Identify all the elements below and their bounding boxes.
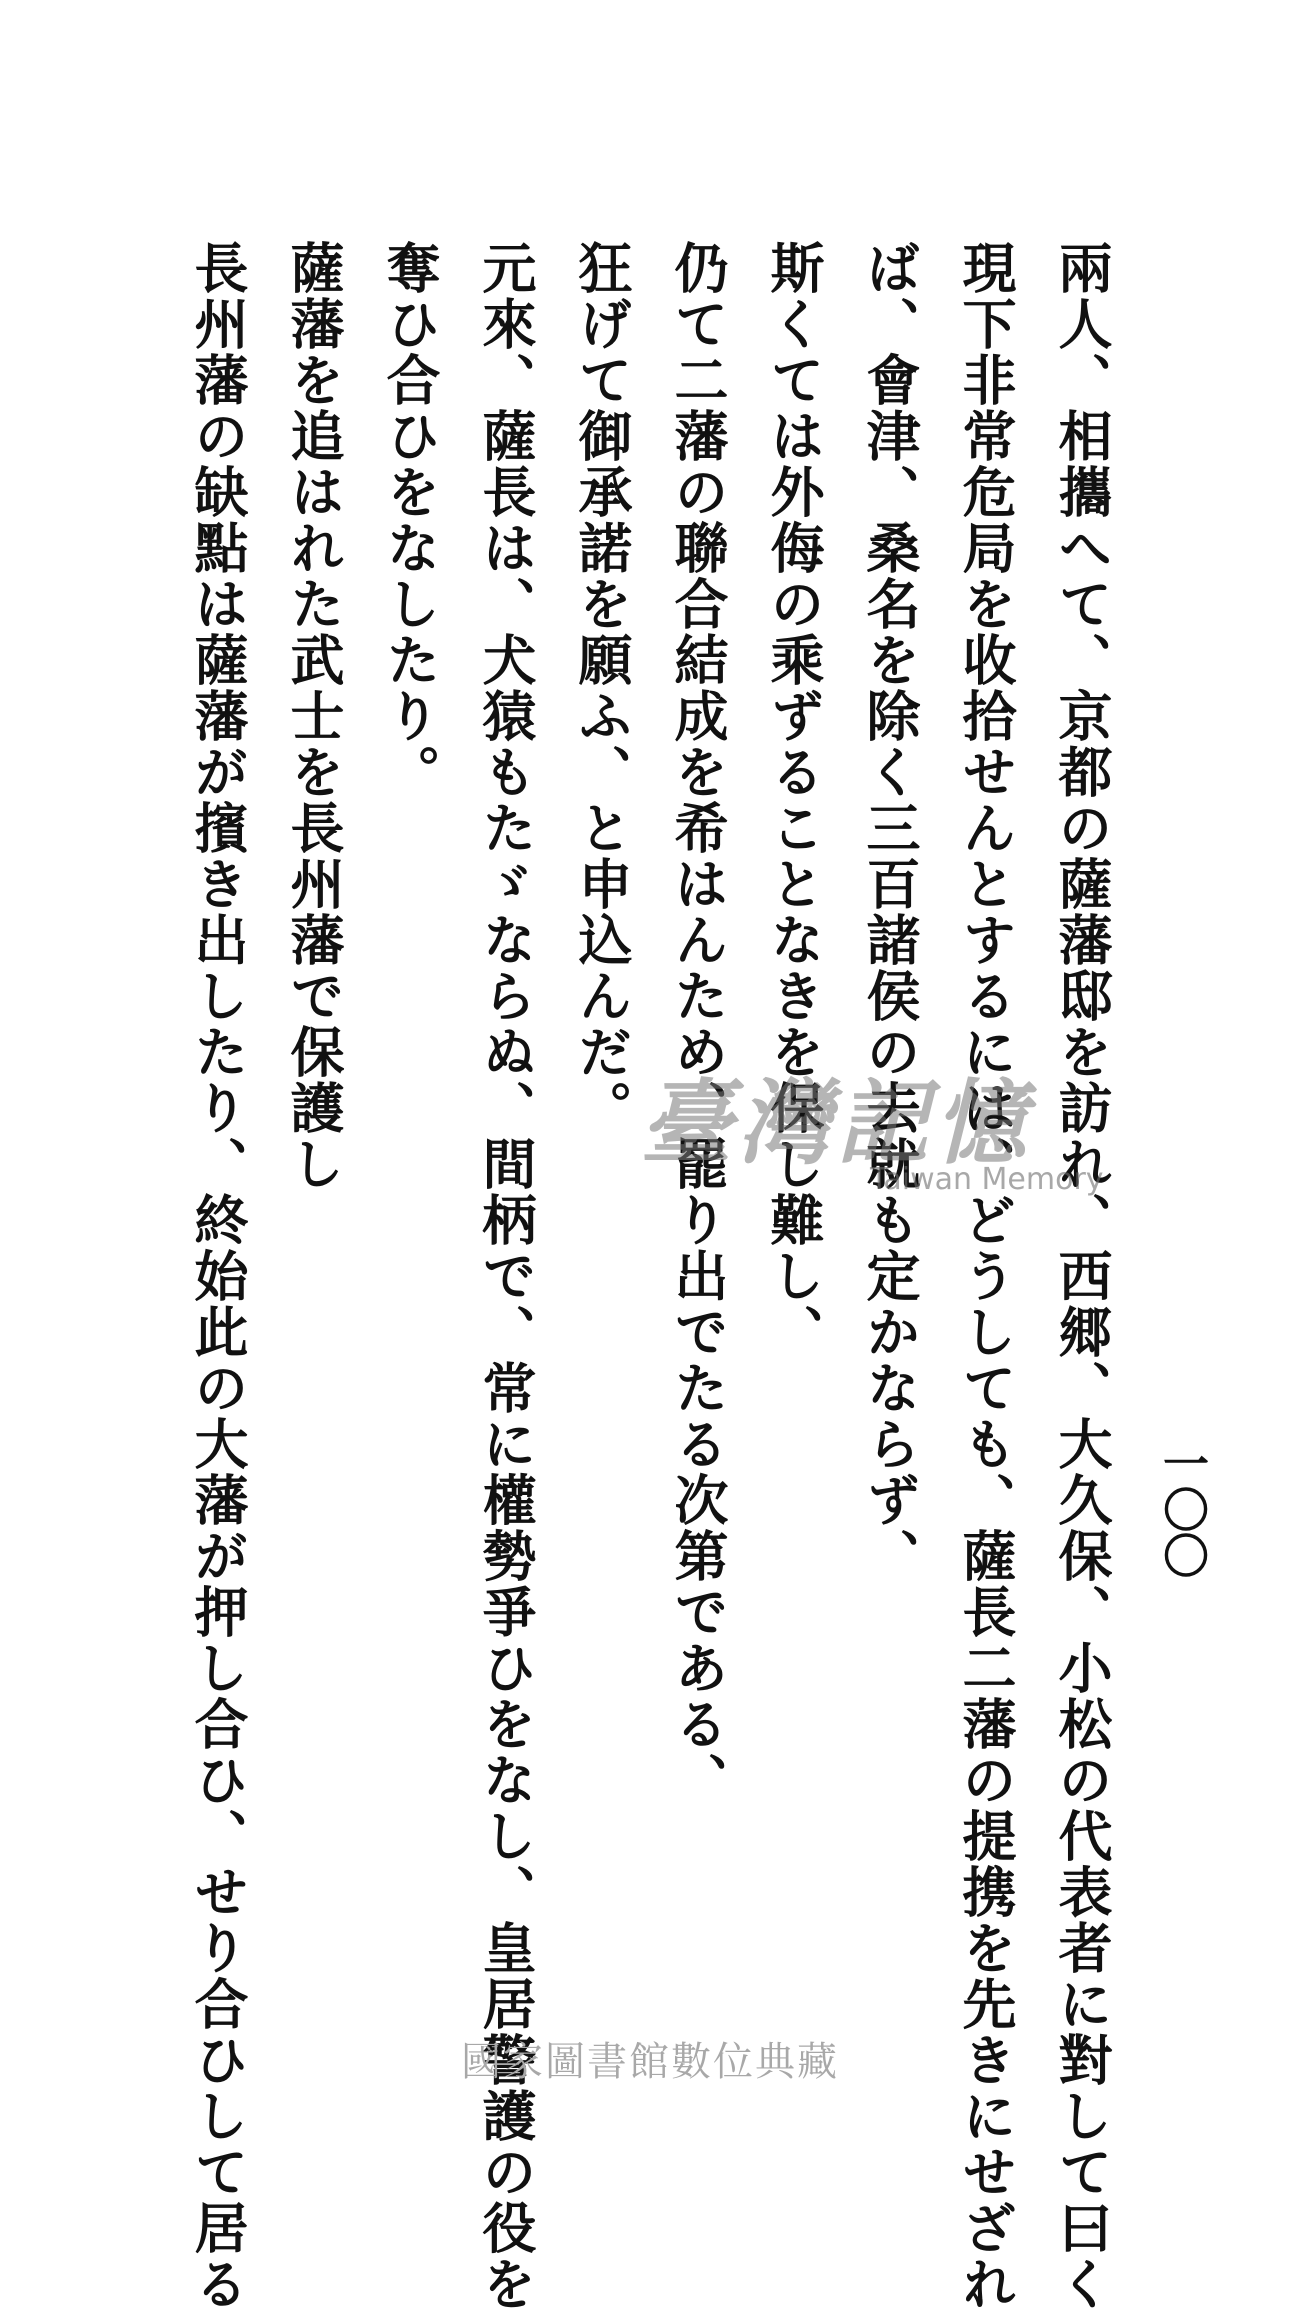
watermark-main: 臺灣記憶 — [640, 1069, 1033, 1177]
text-line: 兩人、相攜へて、京都の薩藩邸を訪れ、西郷、大久保、小松の代表者に對して曰く — [1050, 240, 1114, 2312]
text-line: 狂げて御承諾を願ふ、と申込んだ。 — [570, 240, 634, 1136]
text-line: 現下非常危局を收拾せんとするには、どうしても、薩長二藩の提携を先きにせざれ — [954, 240, 1018, 2312]
page-number: 一〇〇 — [1156, 1440, 1210, 1578]
footer-credit: 國家圖書館數位典藏 — [461, 2039, 839, 2085]
text-line: 長州藩の缺點は薩藩が擯き出したり、終始此の大藩が押し合ひ、せり合ひして居る — [186, 240, 250, 2312]
text-line: 斯くては外侮の乘ずることなきを保し難し、 — [762, 240, 826, 1360]
text-line: 元來、薩長は、犬猿もたゞならぬ、間柄で、常に權勢爭ひをなし、皇居警護の役を — [474, 240, 538, 2312]
text-line: 仍て二藩の聯合結成を希はんため、罷り出でたる次第である、 — [666, 240, 730, 1808]
text-line: 奪ひ合ひをなしたり。 — [378, 240, 442, 800]
text-line: 薩藩を追はれた武士を長州藩で保護し — [282, 240, 346, 1192]
watermark-sub: Taiwan Memory — [870, 1162, 1104, 1197]
text-line: ば、會津、桑名を除く三百諸侯の去就も定かならず、 — [858, 240, 922, 1584]
